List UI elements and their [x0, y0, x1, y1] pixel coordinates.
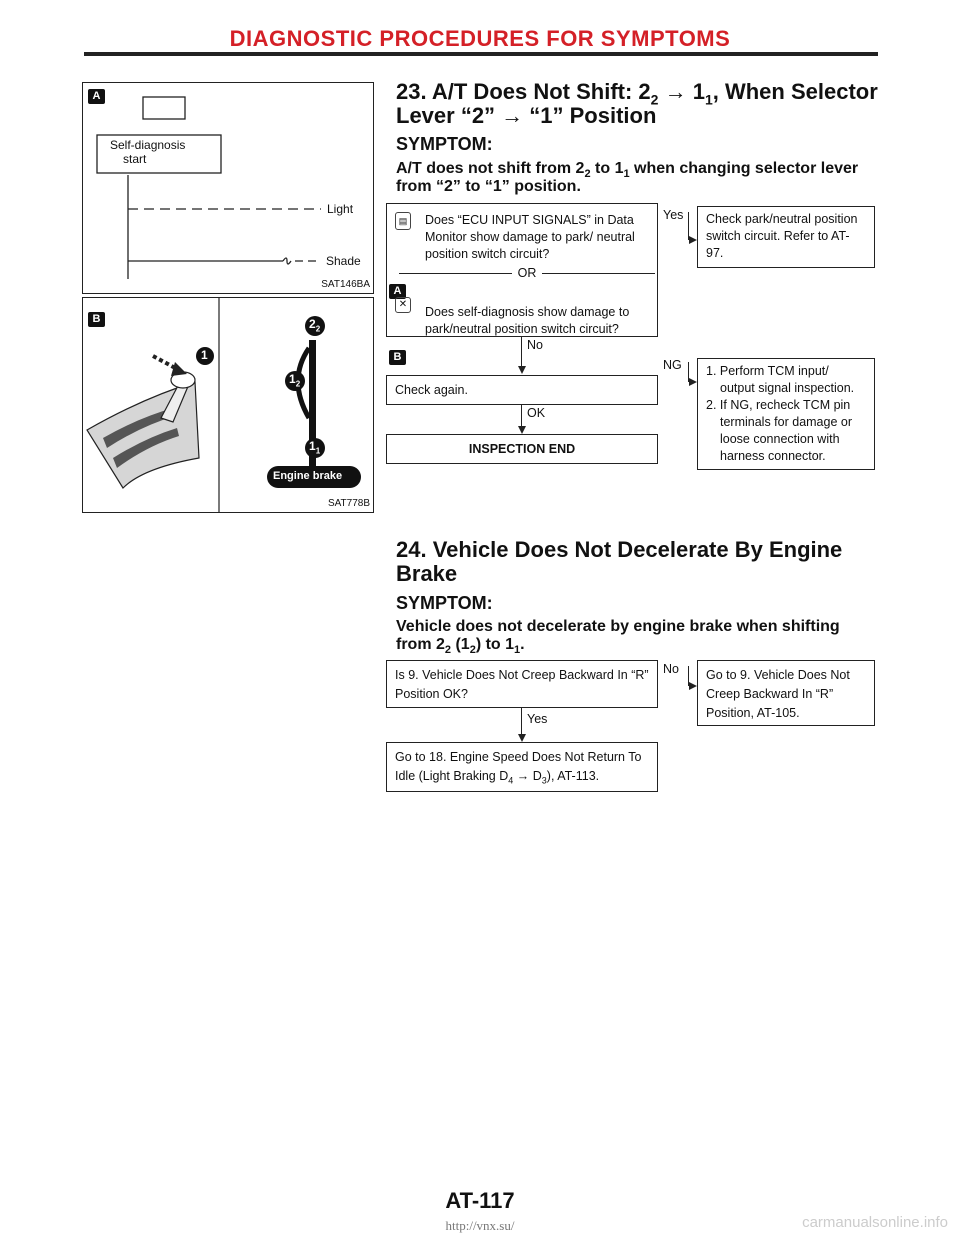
- s23-title-part3: , When Selector: [712, 79, 878, 104]
- s23-yes-arrow: [689, 236, 697, 244]
- s23-ng-label: NG: [663, 358, 682, 372]
- s23-symptom-s1: 2: [584, 168, 591, 181]
- figure-b-selector-lever: [82, 297, 374, 513]
- s24-yes-connector: [521, 708, 522, 736]
- s23-question-a: Does “ECU INPUT SIGNALS” in Data Monitor show damage to park/ neutral position switch circuit?: [425, 213, 635, 261]
- s24-symptom-text: Vehicle does not decelerate by engine brake when shifting: [396, 618, 840, 635]
- s23-ng-item1: 1. Perform TCM input/ output signal inspection.: [706, 364, 855, 395]
- s23-yes-box: Check park/neutral position switch circuit. Refer to AT-97.: [697, 206, 875, 268]
- light-label: Light: [327, 202, 354, 216]
- s23-symptom-heading: SYMPTOM:: [396, 134, 493, 154]
- lever-position-1-marker: 1: [201, 348, 208, 362]
- s23-title-part2: 1: [692, 79, 705, 104]
- s24-yes-arrow: [518, 734, 526, 742]
- data-monitor-icon: ▤: [395, 212, 411, 230]
- section-24-title-line2: Brake: [396, 561, 458, 586]
- s24-yes-box-p2: ), AT-113.: [546, 769, 600, 783]
- engine-brake-badge: Engine brake: [273, 470, 343, 482]
- position-2-2-label: [309, 317, 320, 333]
- watermark: carmanualsonline.info: [802, 1214, 948, 1231]
- position-1-1-sub: 1: [315, 446, 321, 456]
- s23-ng-item2: 2. If NG, recheck TCM pin terminals for damage or loose connection with harness connector.: [706, 398, 853, 463]
- position-2-2-sub: 2: [315, 324, 321, 334]
- position-1-2-main: 1: [289, 372, 296, 386]
- s24-yes-box-s1: 4: [508, 775, 514, 786]
- s23-or-label: OR: [517, 266, 537, 280]
- s24-symptom-s1: 2: [444, 644, 452, 657]
- s24-symptom-s2: 2: [469, 644, 476, 657]
- s23-tag-a: A: [389, 284, 406, 299]
- figure-a-self-diagnosis: [82, 82, 374, 294]
- s24-symptom-text-line2: [396, 636, 525, 659]
- s23-yes-label: Yes: [663, 208, 684, 222]
- section-24-title: 24. Vehicle Does Not Decelerate By Engine: [396, 537, 843, 562]
- s23-title-sub2: 1: [704, 91, 713, 108]
- s23-ok-arrow: [518, 426, 526, 434]
- s23-inspection-end-box: INSPECTION END: [386, 434, 658, 464]
- shade-label: Shade: [326, 254, 361, 268]
- header-rule: [84, 52, 878, 56]
- s24-symptom-p3: ) to 1: [475, 636, 515, 653]
- s23-ok-label: OK: [527, 406, 546, 420]
- s24-symptom-s3: 1: [514, 644, 521, 657]
- start-label: start: [123, 152, 147, 166]
- figure-b-tag: B: [88, 312, 105, 327]
- s23-symptom-p1: A/T does not shift from 2: [396, 160, 585, 177]
- s24-yes-box-s2: 3: [541, 775, 547, 786]
- position-1-2-sub: 2: [295, 379, 301, 389]
- position-2-2-main: 2: [309, 317, 316, 331]
- s23-ok-connector: [521, 405, 522, 427]
- figure-a-code: SAT146BA: [321, 279, 370, 290]
- figure-a-tag: A: [88, 89, 105, 104]
- s23-ng-arrow: [689, 378, 697, 386]
- s23-symptom-p3: when changing selector lever: [629, 160, 859, 177]
- position-1-2-label: [289, 372, 300, 388]
- page-number: AT-117: [445, 1188, 515, 1213]
- s24-no-box: Go to 9. Vehicle Does Not Creep Backward In “R” Position, AT-105.: [697, 660, 875, 726]
- s23-ng-box: [697, 358, 875, 470]
- self-diagnosis-icon: ✕: [395, 297, 411, 313]
- s24-no-arrow: [689, 682, 697, 690]
- self-diagnosis-label: Self-diagnosis: [110, 138, 186, 152]
- s23-no-connector: [521, 337, 522, 367]
- s24-symptom-p4: .: [520, 636, 525, 653]
- s23-title-arrow: →: [664, 79, 687, 104]
- s23-title-sub1: 2: [650, 91, 659, 108]
- s23-symptom-text-line2: from “2” to “1” position.: [396, 178, 581, 195]
- position-1-1-label: [309, 439, 320, 455]
- page-header-title: DIAGNOSTIC PROCEDURES FOR SYMPTOMS: [229, 26, 731, 51]
- s23-or-divider: [399, 265, 655, 282]
- position-1-1-main: 1: [309, 439, 316, 453]
- s23-no-arrow: [518, 366, 526, 374]
- s24-yes-label: Yes: [527, 712, 548, 726]
- section-23-title-line2: Lever “2” → “1” Position: [396, 103, 657, 128]
- s24-no-label: No: [663, 662, 679, 676]
- s23-symptom-p2: to 1: [590, 160, 624, 177]
- s23-title-part1: 23. A/T Does Not Shift: 2: [396, 79, 651, 104]
- s23-tag-b: B: [389, 350, 406, 365]
- s24-yes-box: [386, 742, 658, 792]
- s23-symptom-s2: 1: [623, 168, 630, 181]
- s24-symptom-heading: SYMPTOM:: [396, 593, 493, 613]
- s23-no-label: No: [527, 338, 543, 352]
- s24-yes-box-p1: Go to 18. Engine Speed Does Not Return To Idle (Light Braking D: [395, 750, 642, 783]
- s23-question-box: [386, 203, 658, 337]
- s24-symptom-p1: from 2: [396, 636, 445, 653]
- figure-b-code: SAT778B: [327, 498, 370, 509]
- source-url-link[interactable]: http://vnx.su/: [445, 1218, 515, 1233]
- s24-yes-box-arrow: → D: [513, 769, 542, 783]
- s24-symptom-p2: (1: [451, 636, 470, 653]
- s23-check-again-box: Check again.: [386, 375, 658, 405]
- s24-question-box: Is 9. Vehicle Does Not Creep Backward In “R” Position OK?: [386, 660, 658, 708]
- s23-question-b: Does self-diagnosis show damage to park/neutral position switch circuit?: [425, 305, 630, 336]
